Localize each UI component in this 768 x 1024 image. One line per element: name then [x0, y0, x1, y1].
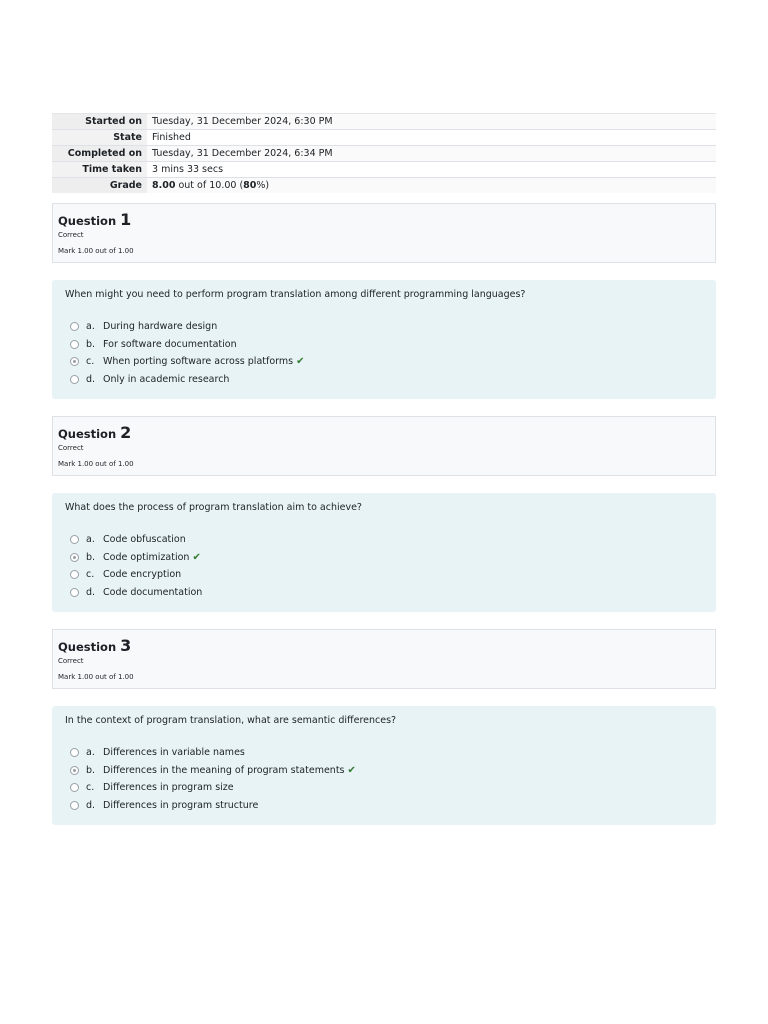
- answer-text: Code documentation: [103, 586, 203, 598]
- question-num: 1: [120, 210, 132, 229]
- grade-mid: out of 10.00 (: [175, 180, 244, 191]
- grade-percent: 80: [243, 180, 257, 191]
- radio-icon[interactable]: [70, 588, 79, 597]
- answer-letter: c.: [86, 356, 95, 368]
- question-info: [52, 203, 716, 263]
- summary-row: [52, 114, 716, 130]
- check-icon: ✔: [347, 764, 356, 776]
- summary-label: Time taken: [52, 162, 147, 178]
- answer-text: Code optimization: [103, 551, 190, 563]
- radio-icon[interactable]: [70, 748, 79, 757]
- answer-text: Differences in the meaning of program statements: [103, 764, 345, 776]
- radio-icon[interactable]: [70, 357, 79, 366]
- answer-option[interactable]: [70, 336, 304, 354]
- answer-option[interactable]: [70, 371, 304, 389]
- answer-option[interactable]: [70, 584, 202, 602]
- answer-letter: c.: [86, 569, 95, 581]
- summary-label: State: [52, 130, 147, 146]
- question-text: What does the process of program translation aim to achieve?: [65, 502, 362, 513]
- answer-text: During hardware design: [103, 321, 218, 333]
- answer-option[interactable]: [70, 549, 202, 567]
- radio-icon[interactable]: [70, 322, 79, 331]
- answer-letter: b.: [86, 764, 96, 776]
- check-icon: ✔: [296, 356, 305, 368]
- radio-icon[interactable]: [70, 783, 79, 792]
- answer-text: For software documentation: [103, 338, 237, 350]
- answer-text: Only in academic research: [103, 373, 230, 385]
- summary-row: [52, 130, 716, 146]
- radio-icon[interactable]: [70, 553, 79, 562]
- question-info: [52, 416, 716, 476]
- grade-score: 8.00: [152, 180, 176, 191]
- answer-letter: b.: [86, 551, 96, 563]
- question-info: [52, 629, 716, 689]
- answer-list: [70, 318, 304, 388]
- summary-value: Tuesday, 31 December 2024, 6:34 PM: [147, 146, 716, 162]
- answer-text: Differences in variable names: [103, 747, 245, 759]
- radio-icon[interactable]: [70, 570, 79, 579]
- answer-option[interactable]: [70, 318, 304, 336]
- grade-end: %): [256, 180, 270, 191]
- summary-row: [52, 146, 716, 162]
- summary-label: Grade: [52, 178, 147, 194]
- answer-text: Differences in program structure: [103, 799, 259, 811]
- radio-icon[interactable]: [70, 375, 79, 384]
- question-num: 3: [120, 636, 132, 655]
- check-icon: ✔: [192, 551, 201, 563]
- summary-value: 3 mins 33 secs: [147, 162, 716, 178]
- radio-icon[interactable]: [70, 340, 79, 349]
- radio-icon[interactable]: [70, 801, 79, 810]
- question-number: [58, 636, 131, 655]
- question-state: Correct: [58, 444, 84, 452]
- question-mark: Mark 1.00 out of 1.00: [58, 673, 134, 681]
- answer-list: [70, 744, 356, 814]
- question-mark: Mark 1.00 out of 1.00: [58, 247, 134, 255]
- radio-icon[interactable]: [70, 766, 79, 775]
- answer-option[interactable]: [70, 762, 356, 780]
- question-prefix: Question: [58, 214, 117, 228]
- question-content: [52, 493, 716, 612]
- question-state: Correct: [58, 231, 84, 239]
- answer-option[interactable]: [70, 744, 356, 762]
- attempt-summary-table: [52, 113, 716, 193]
- answer-option[interactable]: [70, 779, 356, 797]
- question-number: [58, 210, 131, 229]
- answer-option[interactable]: [70, 531, 202, 549]
- question-content: [52, 706, 716, 825]
- summary-label: Completed on: [52, 146, 147, 162]
- question-prefix: Question: [58, 640, 117, 654]
- question-num: 2: [120, 423, 132, 442]
- answer-text: Code obfuscation: [103, 534, 186, 546]
- grade-value: [147, 178, 716, 194]
- answer-option[interactable]: [70, 797, 356, 815]
- answer-letter: d.: [86, 586, 96, 598]
- summary-value: Finished: [147, 130, 716, 146]
- answer-text: Differences in program size: [103, 782, 234, 794]
- answer-letter: a.: [86, 321, 95, 333]
- answer-letter: a.: [86, 534, 95, 546]
- answer-option[interactable]: [70, 353, 304, 371]
- answer-letter: d.: [86, 373, 96, 385]
- answer-letter: c.: [86, 782, 95, 794]
- answer-letter: a.: [86, 747, 95, 759]
- summary-row: [52, 162, 716, 178]
- question-text: When might you need to perform program translation among different programming languages?: [65, 289, 526, 300]
- question-prefix: Question: [58, 427, 117, 441]
- summary-value: Tuesday, 31 December 2024, 6:30 PM: [147, 114, 716, 130]
- answer-option[interactable]: [70, 566, 202, 584]
- question-state: Correct: [58, 657, 84, 665]
- summary-label: Started on: [52, 114, 147, 130]
- answer-list: [70, 531, 202, 601]
- question-number: [58, 423, 131, 442]
- radio-icon[interactable]: [70, 535, 79, 544]
- summary-row-grade: [52, 178, 716, 194]
- answer-letter: d.: [86, 799, 96, 811]
- question-text: In the context of program translation, what are semantic differences?: [65, 715, 397, 726]
- question-mark: Mark 1.00 out of 1.00: [58, 460, 134, 468]
- answer-text: Code encryption: [103, 569, 182, 581]
- answer-letter: b.: [86, 338, 96, 350]
- answer-text: When porting software across platforms: [103, 356, 294, 368]
- question-content: [52, 280, 716, 399]
